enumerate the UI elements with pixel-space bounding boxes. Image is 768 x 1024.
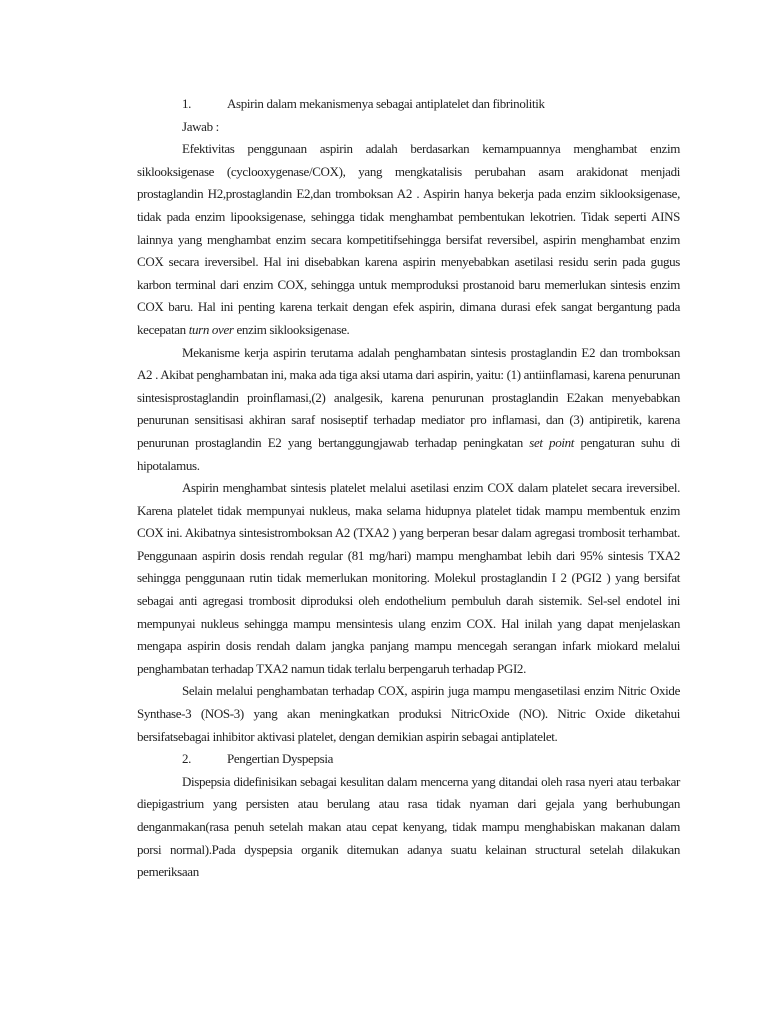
- answer-label: Jawab :: [182, 118, 219, 134]
- paragraph-text: pengaturan suhu di hipotalamus.: [137, 434, 681, 473]
- italic-term: turn over: [188, 321, 234, 337]
- paragraph-text: Mekanisme kerja aspirin terutama adalah penghambatan sintesis prostaglandin E2 dan tromboksan A2 . Akibat penghambatan ini, maka ada tiga aksi utama dari aspirin, yaitu: (1) antiinflamasi, karena penurunan sintesisprostaglandin proinflamasi,(2) analgesik, karena penurunan prostaglandin E2akan menyebabkan penurunan sensitisasi akhiran saraf nosiseptif terhadap mediator pro inflamasi, dan (3) antipiretik, karena penurunan prostaglandin E2 yang bertanggungjawab terhadap peningkatan: [137, 344, 680, 450]
- section-1-title: Aspirin dalam mekanismenya sebagai antiplatelet dan fibrinolitik: [227, 96, 545, 111]
- section-1-heading: [137, 93, 680, 116]
- document-page: [137, 93, 680, 884]
- paragraph-platelet-synthesis: Aspirin menghambat sintesis platelet melalui asetilasi enzim COX dalam platelet secara ireversibel. Karena platelet tidak mempunyai nukleus, maka selama hidupnya platelet tidak mampu membentuk enzim COX ini. Akibatnya sintesistromboksan A2 (TXA2 ) yang berperan besar dalam agregasi trombosit terhambat. Penggunaan aspirin dosis rendah regular (81 mg/hari) mampu menghambat lebih dari 95% sintesis TXA2 sehingga penggunaan rutin tidak memerlukan monitoring. Molekul prostaglandin I 2 (PGI2 ) yang bersifat sebagai anti agregasi trombosit diproduksi oleh endothelium pembuluh darah sistemik. Sel-sel endotel ini mempunyai nukleus sehingga mampu mensintesis ulang enzim COX. Hal inilah yang dapat menjelaskan mengapa aspirin dosis rendah dalam jangka panjang mampu mencegah serangan infark miokard melalui penghambatan terhadap TXA2 namun tidak terlalu berpengaruh terhadap PGI2.: [137, 480, 680, 676]
- section-2-number: 2.: [182, 751, 192, 767]
- paragraph-nos3: Selain melalui penghambatan terhadap COX, aspirin juga mampu mengasetilasi enzim Nitric Oxide Synthase-3 (NOS-3) yang akan meningkatkan produksi NitricOxide (NO). Nitric Oxide diketahui bersifatsebagai inhibitor aktivasi platelet, dengan demikian aspirin sebagai antiplatelet.: [137, 683, 680, 744]
- paragraph-text: Efektivitas penggunaan aspirin adalah berdasarkan kemampuannya menghambat enzim siklooksigenase (cyclooxygenase/COX), yang mengkatalisis perubahan asam arakidonat menjadi prostaglandin H2,prostaglandin E2,dan tromboksan A2 . Aspirin hanya bekerja pada enzim siklooksigenase, tidak pada enzim lipooksigenase, sehingga tidak menghambat pembentukan lekotrien. Tidak seperti AINS lainnya yang menghambat enzim secara kompetitifsehingga bersifat reversibel, aspirin menghambat enzim COX secara ireversibel. Hal ini disebabkan karena aspirin menyebabkan asetilasi residu serin pada gugus karbon terminal dari enzim COX, sehingga untuk memproduksi prostanoid baru memerlukan sintesis enzim COX baru. Hal ini penting karena terkait dengan efek aspirin, dimana durasi efek sangat bergantung pada kecepatan: [137, 141, 680, 337]
- italic-term: set point: [529, 434, 575, 450]
- section-2-heading: [137, 748, 680, 771]
- section-2-title: Pengertian Dyspepsia: [227, 751, 334, 767]
- paragraph-dyspepsia-definition: Dispepsia didefinisikan sebagai kesulitan dalam mencerna yang ditandai oleh rasa nyeri atau terbakar diepigastrium yang persisten atau berulang atau rasa tidak nyaman dari gejala yang berhubungan denganmakan(rasa penuh setelah makan atau cepat kenyang, tidak mampu menghabiskan makanan dalam porsi normal).Pada dyspepsia organik ditemukan adanya suatu kelainan structural setelah dilakukan pemeriksaan: [137, 773, 680, 880]
- paragraph-mechanism: [137, 342, 680, 478]
- paragraph-text: enzim siklooksigenase.: [236, 321, 350, 337]
- paragraph-aspirin-effectiveness: [137, 138, 680, 341]
- section-1-number: 1.: [182, 96, 192, 111]
